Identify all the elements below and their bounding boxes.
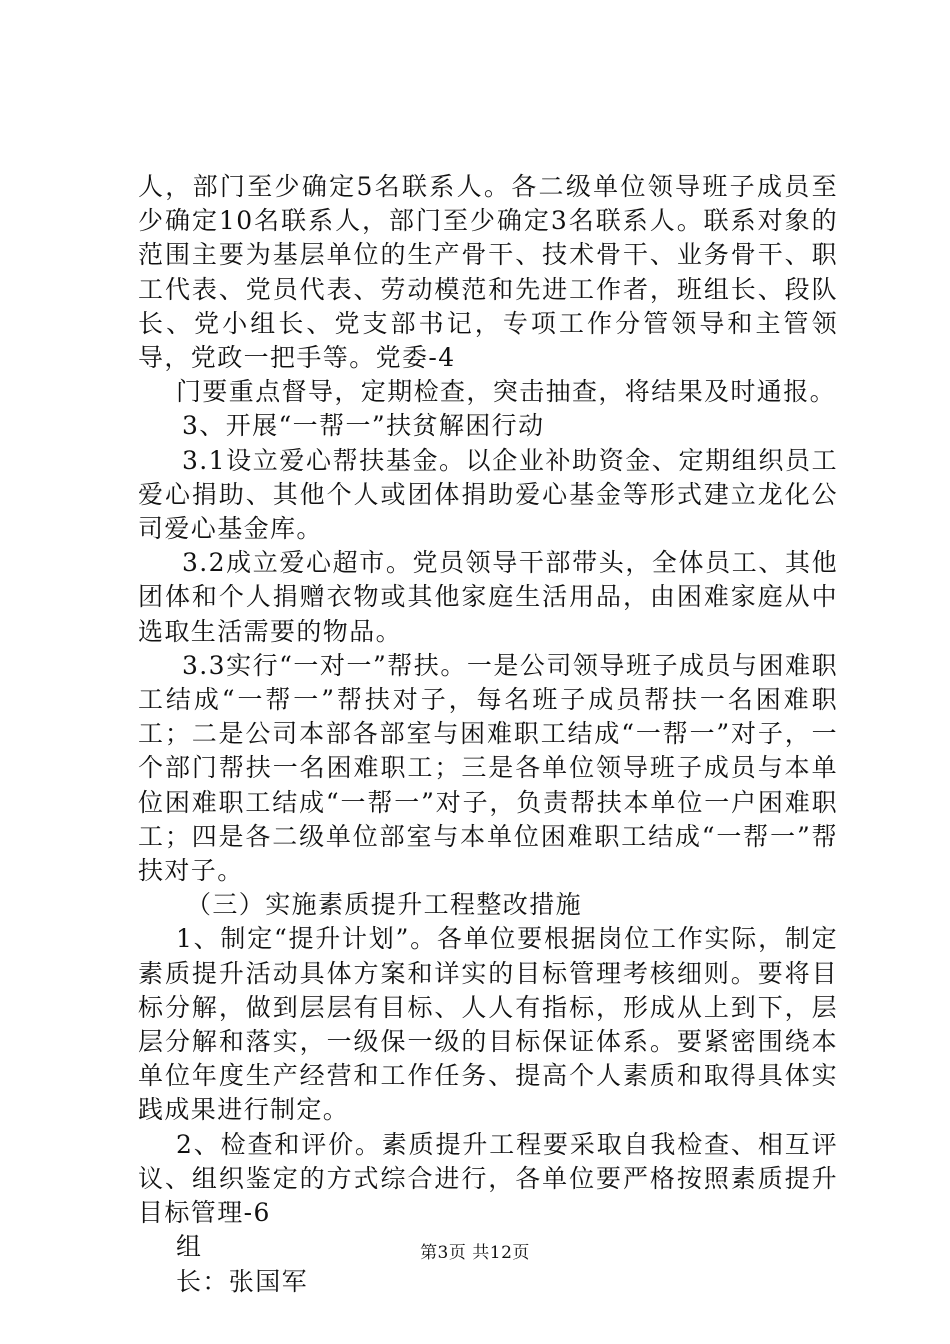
document-body <box>138 170 838 1299</box>
section-heading-part-3: （三）实施素质提升工程整改措施 <box>186 890 583 920</box>
paragraph-3-2: 3.2成立爱心超市。党员领导干部带头，全体员工、其他团体和个人捐赠衣物或其他家庭生活用品，由困难家庭从中选取生活需要的物品。 <box>138 548 838 646</box>
group-leader-line: 长：张国军 <box>176 1266 309 1296</box>
paragraph-1: 人，部门至少确定5名联系人。各二级单位领导班子成员至少确定10名联系人，部门至少确定3名联系人。联系对象的范围主要为基层单位的生产骨干、技术骨干、业务骨干、职工代表、党员代表、劳动模范和先进工作者，班组长、段队长、党小组长、党支部书记，专项工作分管领导和主管领导，党政一把手等。党委-4 <box>138 172 838 373</box>
paragraph-3-3: 3.3实行“一对一”帮扶。一是公司领导班子成员与困难职工结成“一帮一”帮扶对子，每名班子成员帮扶一名困难职工；二是公司本部各部室与困难职工结成“一帮一”对子，一个部门帮扶一名困难职工；三是各单位领导班子成员与本单位困难职工结成“一帮一”对子，负责帮扶本单位一户困难职工；四是各二级单位部室与本单位困难职工结成“一帮一”帮扶对子。 <box>138 650 838 886</box>
group-label: 组 <box>176 1232 203 1262</box>
paragraph-3-1: 3.1设立爱心帮扶基金。以企业补助资金、定期组织员工爱心捐助、其他个人或团体捐助爱心基金等形式建立龙化公司爱心基金库。 <box>138 445 838 544</box>
page-footer: 第3页 共12页 <box>420 1243 530 1263</box>
paragraph-item-1: 1、制定“提升计划”。各单位要根据岗位工作实际，制定素质提升活动具体方案和详实的目标管理考核细则。要将目标分解，做到层层有目标、人人有指标，形成从上到下，层层分解和落实，一级保一级的目标保证体系。要紧密围绕本单位年度生产经营和工作任务、提高个人素质和取得具体实践成果进行制定。 <box>138 924 838 1125</box>
paragraph-item-2: 2、检查和评价。素质提升工程要采取自我检查、相互评议、组织鉴定的方式综合进行，各单位要严格按照素质提升目标管理-6 <box>138 1129 838 1228</box>
paragraph-2: 门要重点督导，定期检查，突击抽查，将结果及时通报。 <box>176 377 837 407</box>
section-heading-3: 3、开展“一帮一”扶贫解困行动 <box>182 411 545 441</box>
